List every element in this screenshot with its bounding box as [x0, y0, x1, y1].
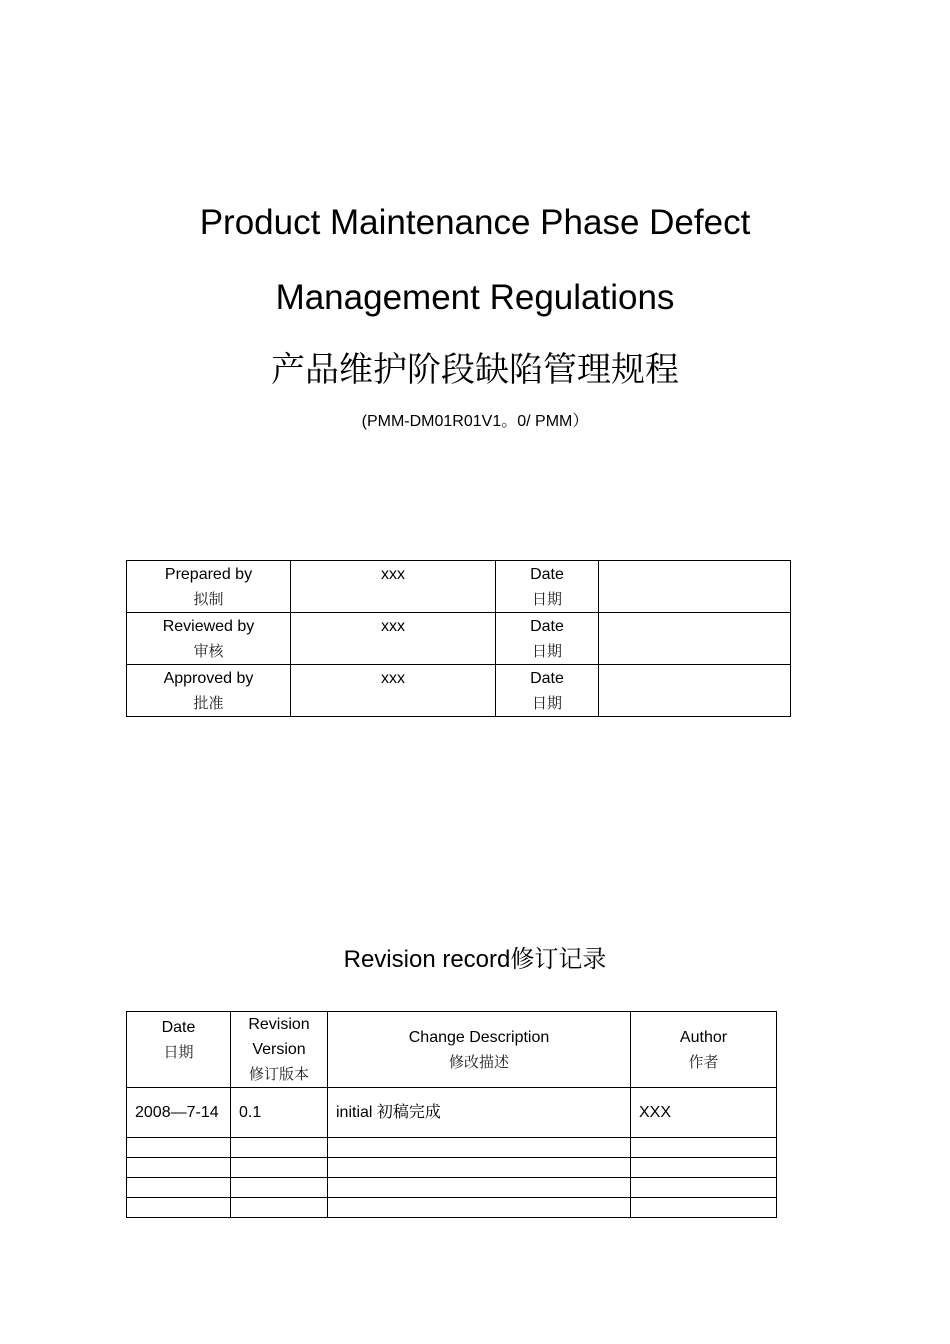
role-zh: 批准 — [193, 694, 224, 712]
empty-cell — [127, 1138, 231, 1158]
date-zh: 日期 — [531, 642, 562, 660]
revision-empty-row — [127, 1198, 777, 1218]
header-date-en: Date — [161, 1019, 196, 1036]
header-version-en-1: Revision — [248, 1016, 310, 1033]
name-cell: xxx — [291, 665, 496, 717]
date-zh: 日期 — [531, 694, 562, 712]
revision-row — [127, 1088, 777, 1138]
header-desc-zh: 修改描述 — [448, 1052, 509, 1071]
header-version — [231, 1012, 328, 1088]
approval-row-approved — [127, 665, 791, 717]
revision-date: 2008—7-14 — [127, 1088, 231, 1138]
revision-empty-row — [127, 1138, 777, 1158]
empty-cell — [231, 1178, 328, 1198]
role-zh: 拟制 — [193, 590, 224, 608]
header-author-zh: 作者 — [688, 1052, 719, 1071]
name-cell: xxx — [291, 561, 496, 613]
date-value-cell — [599, 561, 791, 613]
empty-cell — [328, 1158, 631, 1178]
empty-cell — [328, 1178, 631, 1198]
empty-cell — [328, 1138, 631, 1158]
date-label-cell — [496, 613, 599, 665]
header-author — [631, 1012, 777, 1088]
document-id: (PMM-DM01R01V1。0/ PMM） — [361, 413, 589, 430]
role-en: Approved by — [163, 670, 254, 687]
empty-cell — [631, 1158, 777, 1178]
revision-header-row — [127, 1012, 777, 1088]
date-value-cell — [599, 613, 791, 665]
document-title-line-2: Management Regulations — [275, 278, 675, 317]
header-description — [328, 1012, 631, 1088]
document-title-chinese: 产品维护阶段缺陷管理规程 — [271, 350, 679, 390]
revision-empty-row — [127, 1158, 777, 1178]
role-cell — [127, 613, 291, 665]
header-date-zh: 日期 — [163, 1043, 194, 1061]
revision-record-heading: Revision record修订记录 — [343, 946, 607, 973]
revision-version: 0.1 — [231, 1088, 328, 1138]
empty-cell — [631, 1198, 777, 1218]
header-version-zh: 修订版本 — [248, 1065, 309, 1083]
empty-cell — [328, 1198, 631, 1218]
date-label-cell — [496, 665, 599, 717]
date-value-cell — [599, 665, 791, 717]
date-zh: 日期 — [531, 590, 562, 608]
name-cell: xxx — [291, 613, 496, 665]
empty-cell — [231, 1198, 328, 1218]
revision-table — [126, 1011, 777, 1218]
revision-description: initial 初稿完成 — [328, 1088, 631, 1138]
revision-author: XXX — [631, 1088, 777, 1138]
empty-cell — [231, 1138, 328, 1158]
role-en: Prepared by — [164, 566, 253, 583]
document-title-line-1: Product Maintenance Phase Defect — [199, 203, 751, 242]
date-label-cell — [496, 561, 599, 613]
empty-cell — [127, 1198, 231, 1218]
date-en: Date — [530, 618, 564, 635]
revision-empty-row — [127, 1178, 777, 1198]
empty-cell — [631, 1138, 777, 1158]
empty-cell — [127, 1158, 231, 1178]
date-en: Date — [530, 670, 564, 687]
header-date — [127, 1012, 231, 1088]
date-en: Date — [530, 566, 564, 583]
role-cell — [127, 665, 291, 717]
header-version-en-2: Version — [252, 1041, 306, 1058]
approval-row-reviewed — [127, 613, 791, 665]
empty-cell — [231, 1158, 328, 1178]
header-desc-en: Change Description — [408, 1028, 550, 1046]
role-cell — [127, 561, 291, 613]
empty-cell — [127, 1178, 231, 1198]
header-author-en: Author — [679, 1028, 728, 1046]
role-en: Reviewed by — [162, 618, 255, 635]
approval-table — [126, 560, 791, 717]
empty-cell — [631, 1178, 777, 1198]
approval-row-prepared — [127, 561, 791, 613]
role-zh: 审核 — [193, 642, 224, 660]
